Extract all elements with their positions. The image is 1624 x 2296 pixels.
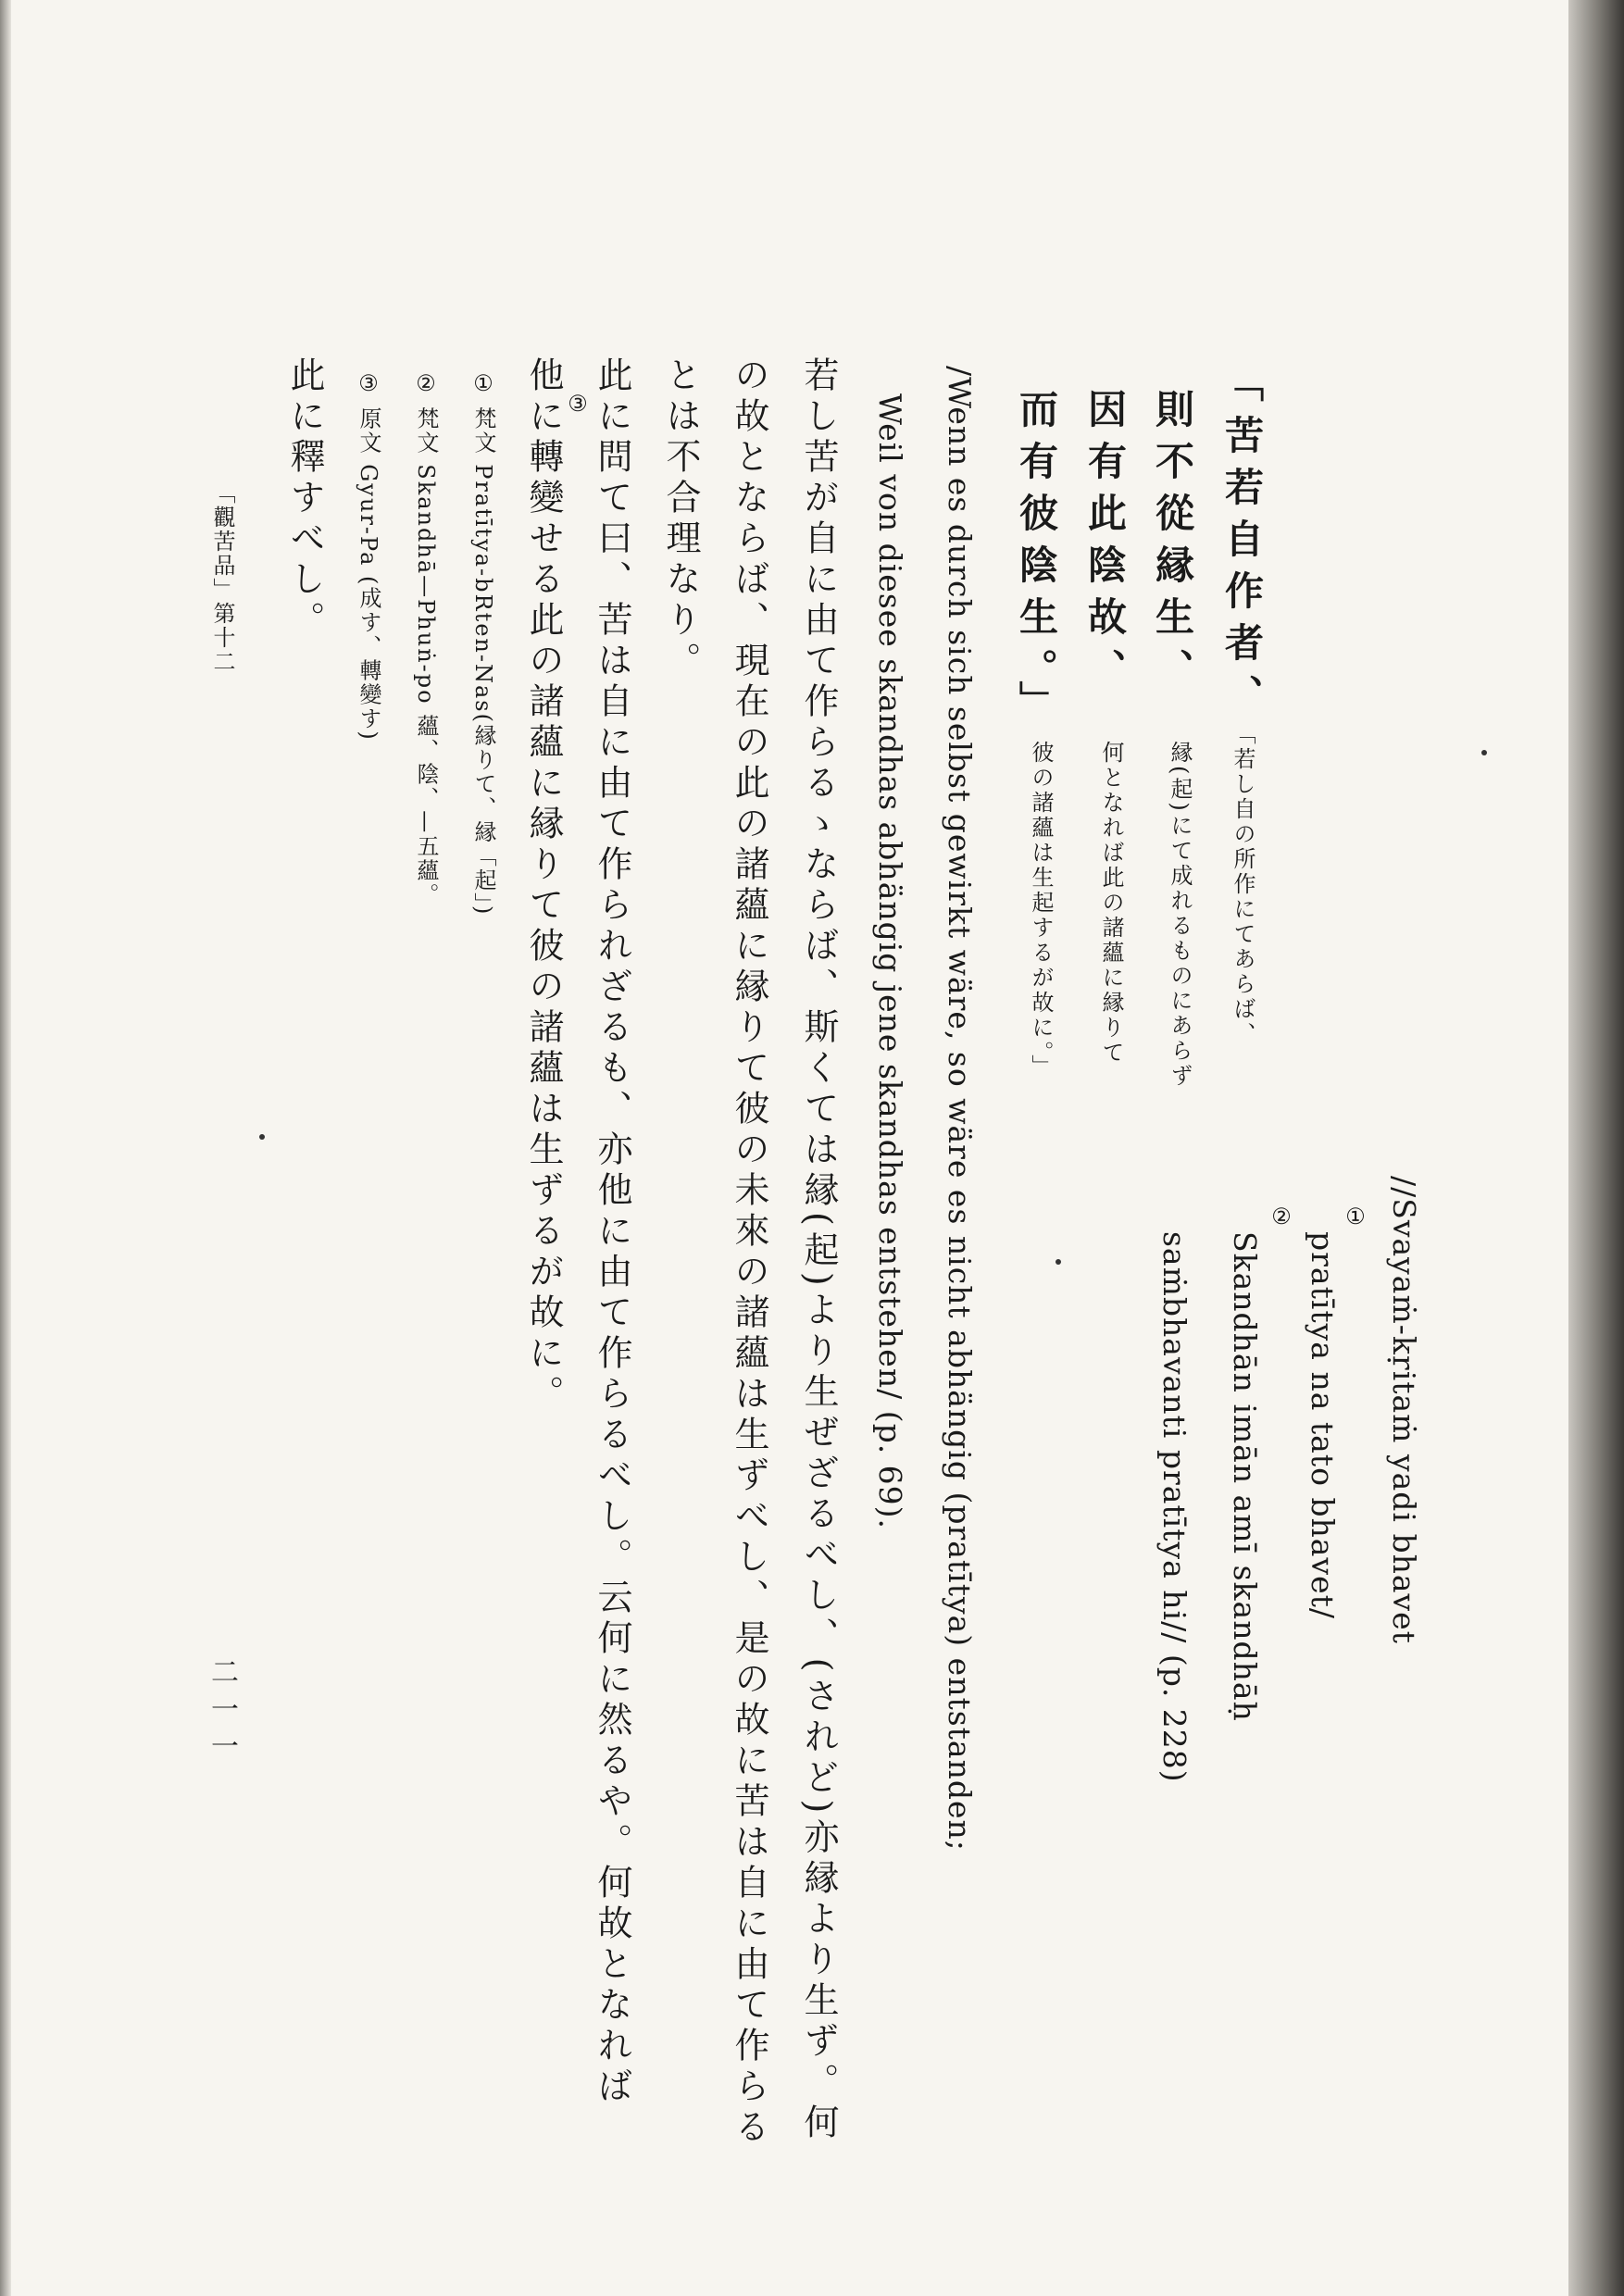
page-number: 二一一 <box>206 1657 238 1768</box>
question-line-1: 此に問て曰、苦は自に由て作られざるも、亦他に由て作らるべし。云何に然るや。何故となれば <box>592 356 632 2108</box>
verse-line-1: 「苦若自作者、 <box>1219 363 1265 726</box>
sanskrit-line-1: //Svayaṁ-kṛitaṁ yadi bhavet <box>1386 1176 1422 1644</box>
german-line-2: Weil von diesee skandhas abhängig jene skandhas entstehen/ (p. 69). <box>872 393 908 1530</box>
gloss-line-4: 彼の諸蘊は生起するが故に。」 <box>1028 741 1054 1079</box>
sanskrit-line-4: saṁbhavanti pratītya hi// (p. 228) <box>1156 1231 1193 1783</box>
running-title: 「觀苦品」第十二 <box>209 481 235 674</box>
gloss-line-3: 何となれば此の諸蘊に縁りて <box>1098 741 1124 1066</box>
page-left-edge <box>0 0 11 2296</box>
gloss-line-1: 「若し自の所作にてあらば、 <box>1230 722 1255 1047</box>
footnote-3: ③ 原文 Gyur-Pa (成す、轉變す) <box>356 370 381 742</box>
sanskrit-footnote-mark-2: ② <box>1268 1204 1294 1231</box>
ink-speck <box>259 1134 265 1140</box>
question-line-2: 他に轉變せる此の諸蘊に縁りて彼の諸蘊は生ずるが故に。 <box>523 356 564 1416</box>
sanskrit-line-3: Skandhān imān amī skandhāḥ <box>1227 1231 1263 1722</box>
gloss-line-2: 縁(起)にて成れるものにあらず <box>1167 741 1193 1089</box>
question-footnote-mark-3: ③ <box>565 391 591 418</box>
footnote-1: ① 梵文 Pratītya-bRten-Nas(縁りて、縁「起」) <box>470 370 496 917</box>
commentary-line-2: の故とならば、現在の此の諸蘊に縁りて彼の未來の諸蘊は生ずべし、是の故に苦は自に由て作らる <box>729 356 769 2149</box>
ink-speck <box>1056 1259 1061 1265</box>
ink-speck <box>1481 750 1487 755</box>
verse-line-3: 因有此陰故、 <box>1082 389 1128 700</box>
verse-line-4: 而有彼陰生。」 <box>1014 389 1059 732</box>
commentary-line-3: とは不合理なり。 <box>660 356 701 682</box>
sanskrit-line-2: pratītya na tato bhavet/ <box>1305 1231 1341 1620</box>
german-line-1: /Wenn es durch sich selbst gewirkt wäre, so wäre es nicht abhängig (pratītya) entstanden; <box>942 366 978 1852</box>
commentary-line-1: 若し苦が自に由て作らるゝならば、斯くては縁(起)より生ぜざるべし、(されど)亦縁より生ず。何 <box>798 356 839 2145</box>
verse-line-2: 則不從縁生、 <box>1150 389 1195 700</box>
closing-line: 此に釋すべし。 <box>284 356 325 642</box>
page-binding-shadow <box>1568 0 1624 2296</box>
sanskrit-footnote-mark-1: ① <box>1343 1204 1368 1231</box>
footnote-2: ② 梵文 Skandhā—Phuṅ-po 蘊、陰、—五蘊。 <box>413 370 439 907</box>
